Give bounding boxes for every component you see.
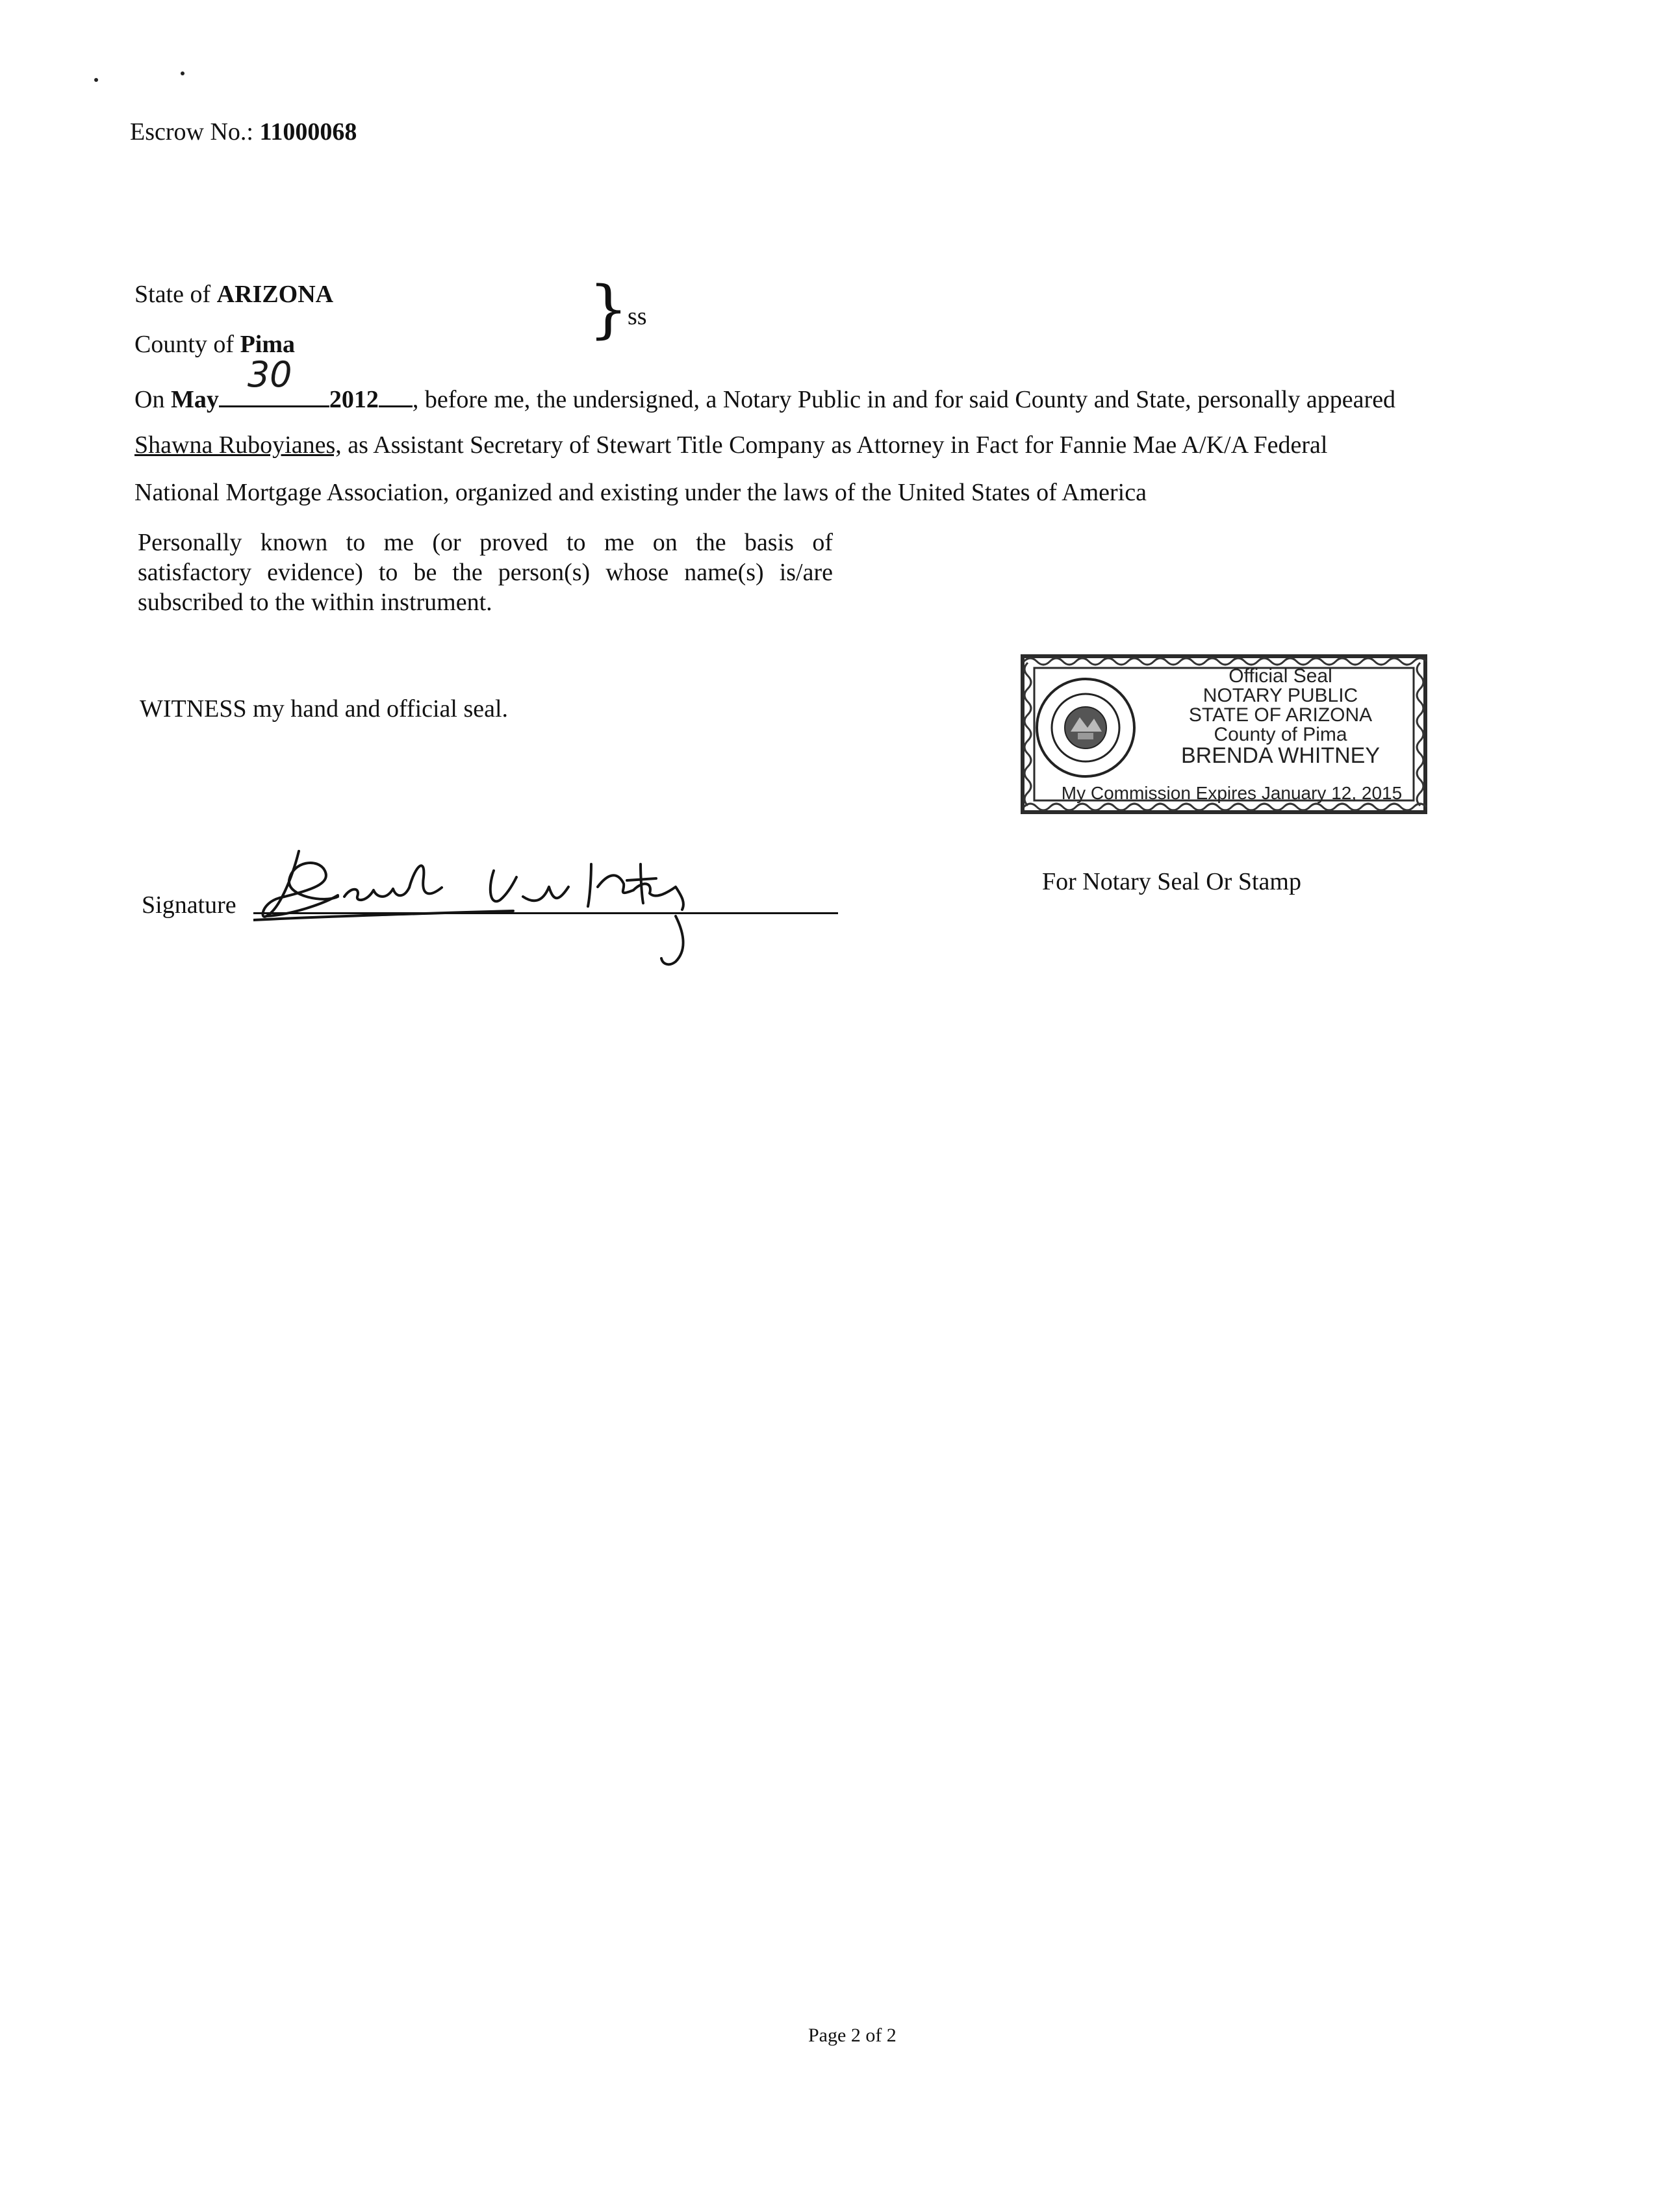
day-handwritten: 30 (247, 354, 292, 395)
stamp-line-4: County of Pima (1214, 724, 1347, 745)
brace: } (589, 273, 629, 346)
appearing-person: Shawna Ruboyianes, (134, 431, 342, 459)
stamp-line-2: NOTARY PUBLIC (1203, 685, 1358, 706)
ss-label: ss (628, 303, 647, 330)
stamp-line-3: STATE OF ARIZONA (1188, 704, 1373, 726)
handwritten-signature (253, 825, 773, 981)
acknowledgment-line-1 (134, 354, 1531, 415)
personally-known-paragraph (138, 528, 833, 617)
state-line (134, 279, 333, 309)
escrow-label: Escrow No.: (130, 118, 253, 146)
known-line-1: Personally known to me (or proved to me on the basis of (138, 529, 833, 556)
month-value: May (170, 386, 219, 413)
known-line-3: subscribed to the within instrument. (138, 589, 492, 616)
known-line-2: satisfactory evidence) to be the person(s) whose name(s) is/are (138, 559, 833, 586)
scan-speck (94, 78, 98, 82)
line1-rest: , before me, the undersigned, a Notary Public in and for said County and State, personally appeared (412, 386, 1396, 413)
stamp-line-1: Official Seal (1228, 665, 1332, 687)
signature-label: Signature (142, 891, 236, 919)
escrow-line (130, 117, 357, 147)
page-number: Page 2 of 2 (808, 2025, 897, 2046)
stamp-text-block (1141, 667, 1420, 767)
year-blank (379, 386, 413, 407)
day-blank (219, 354, 329, 407)
scan-speck (181, 71, 185, 75)
witness-statement: WITNESS my hand and official seal. (140, 695, 509, 723)
line2-rest: as Assistant Secretary of Stewart Title Company as Attorney in Fact for Fannie Mae A/K/A Federal (341, 431, 1328, 459)
state-value: ARIZONA (216, 281, 334, 308)
escrow-number: 11000068 (259, 118, 357, 146)
on-label: On (134, 386, 165, 413)
stamp-caption: For Notary Seal Or Stamp (1042, 868, 1301, 895)
state-seal-icon (1037, 679, 1134, 776)
stamp-line-5: BRENDA WHITNEY (1180, 743, 1381, 768)
acknowledgment-line-3: National Mortgage Association, organized and existing under the laws of the United States of America (134, 479, 1147, 506)
county-value: Pima (240, 331, 295, 358)
stamp-line-6: My Commission Expires January 12, 2015 (1061, 783, 1403, 803)
state-label: State of (134, 281, 211, 308)
notary-stamp (1017, 647, 1433, 823)
year-value: 2012 (329, 386, 379, 413)
acknowledgment-line-2 (134, 430, 1327, 460)
county-label: County of (134, 331, 235, 358)
